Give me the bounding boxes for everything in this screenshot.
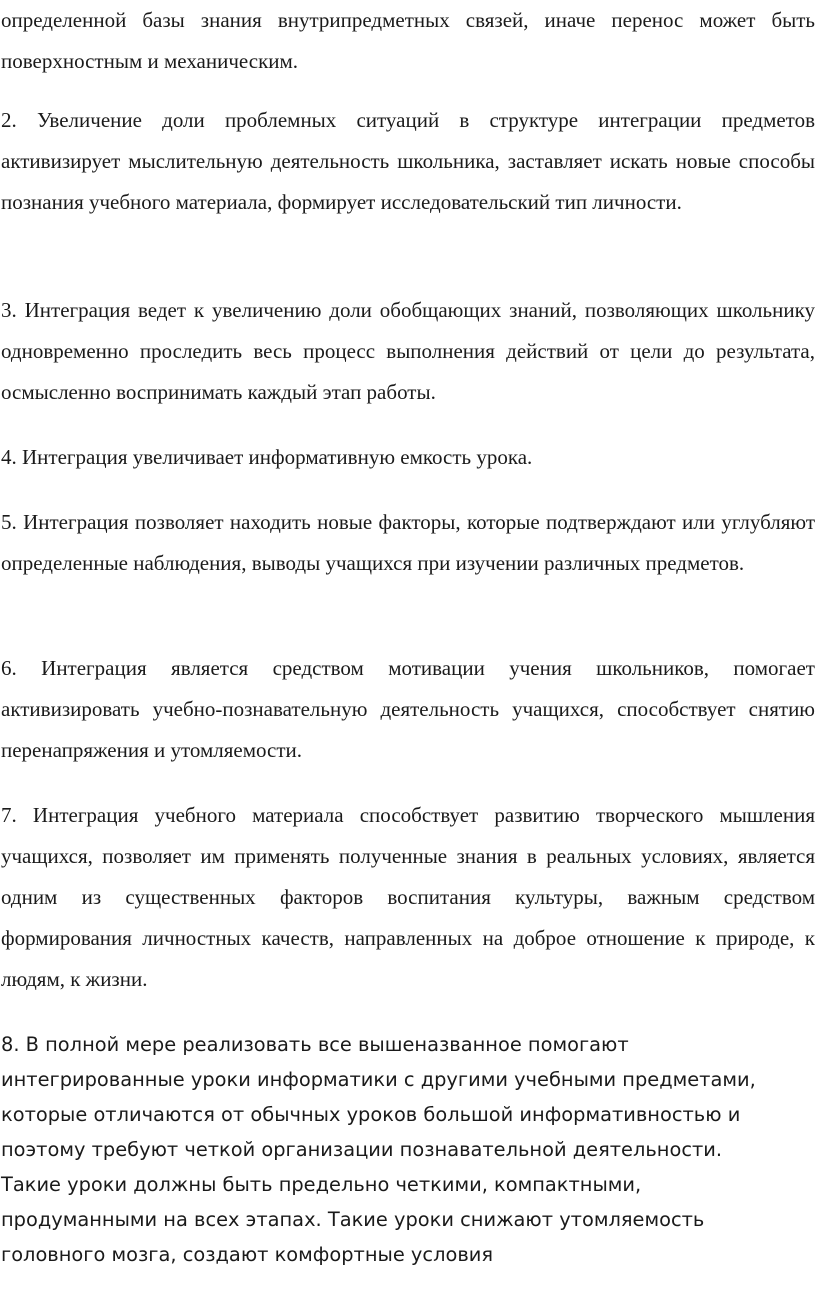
paragraph-item-4: 4. Интеграция увеличивает информативную емкость урока. [1, 445, 533, 469]
paragraph-item-5: 5. Интеграция позволяет находить новые факторы, которые подтверждают или углубляют определенные наблюдения, выводы учащихся при изучении различных предметов. [1, 510, 815, 575]
paragraph-item-6: 6. Интеграция является средством мотивации учения школьников, помогает активизировать учебно-познавательную деятельность учащихся, способствует снятию перенапряжения и утомляемости. [1, 656, 815, 762]
paragraph-item-2: 2. Увеличение доли проблемных ситуаций в структуре интеграции предметов активизирует мыслительную деятельность школьника, заставляет искать новые способы познания учебного материала, формирует исследовательский тип личности. [1, 108, 815, 214]
paragraph-item-3: 3. Интеграция ведет к увеличению доли обобщающих знаний, позволяющих школьнику одновременно проследить весь процесс выполнения действий от цели до результата, осмысленно воспринимать каждый этап работы. [1, 298, 815, 404]
paragraph-item-8: 8. В полной мере реализовать все вышеназванное помогают интегрированные уроки информатики с другими учебными предметами, которые отличаются от обычных уроков большой информативностью и поэтому требуют четкой организации познавательной деятельности. Такие уроки должны быть предельно четкими, компактными, продуманными на всех этапах. Такие уроки снижают утомляемость головного мозга, создают комфортные условия [1, 1033, 756, 1266]
paragraph-item-7: 7. Интеграция учебного материала способствует развитию творческого мышления учащихся, позволяет им применять полученные знания в реальных условиях, является одним из существенных факторов воспитания культуры, важным средством формирования личностных качеств, направленных на доброе отношение к природе, к людям, к жизни. [1, 803, 815, 991]
paragraph-continuation: определенной базы знания внутрипредметных связей, иначе перенос может быть поверхностным и механическим. [1, 8, 815, 73]
